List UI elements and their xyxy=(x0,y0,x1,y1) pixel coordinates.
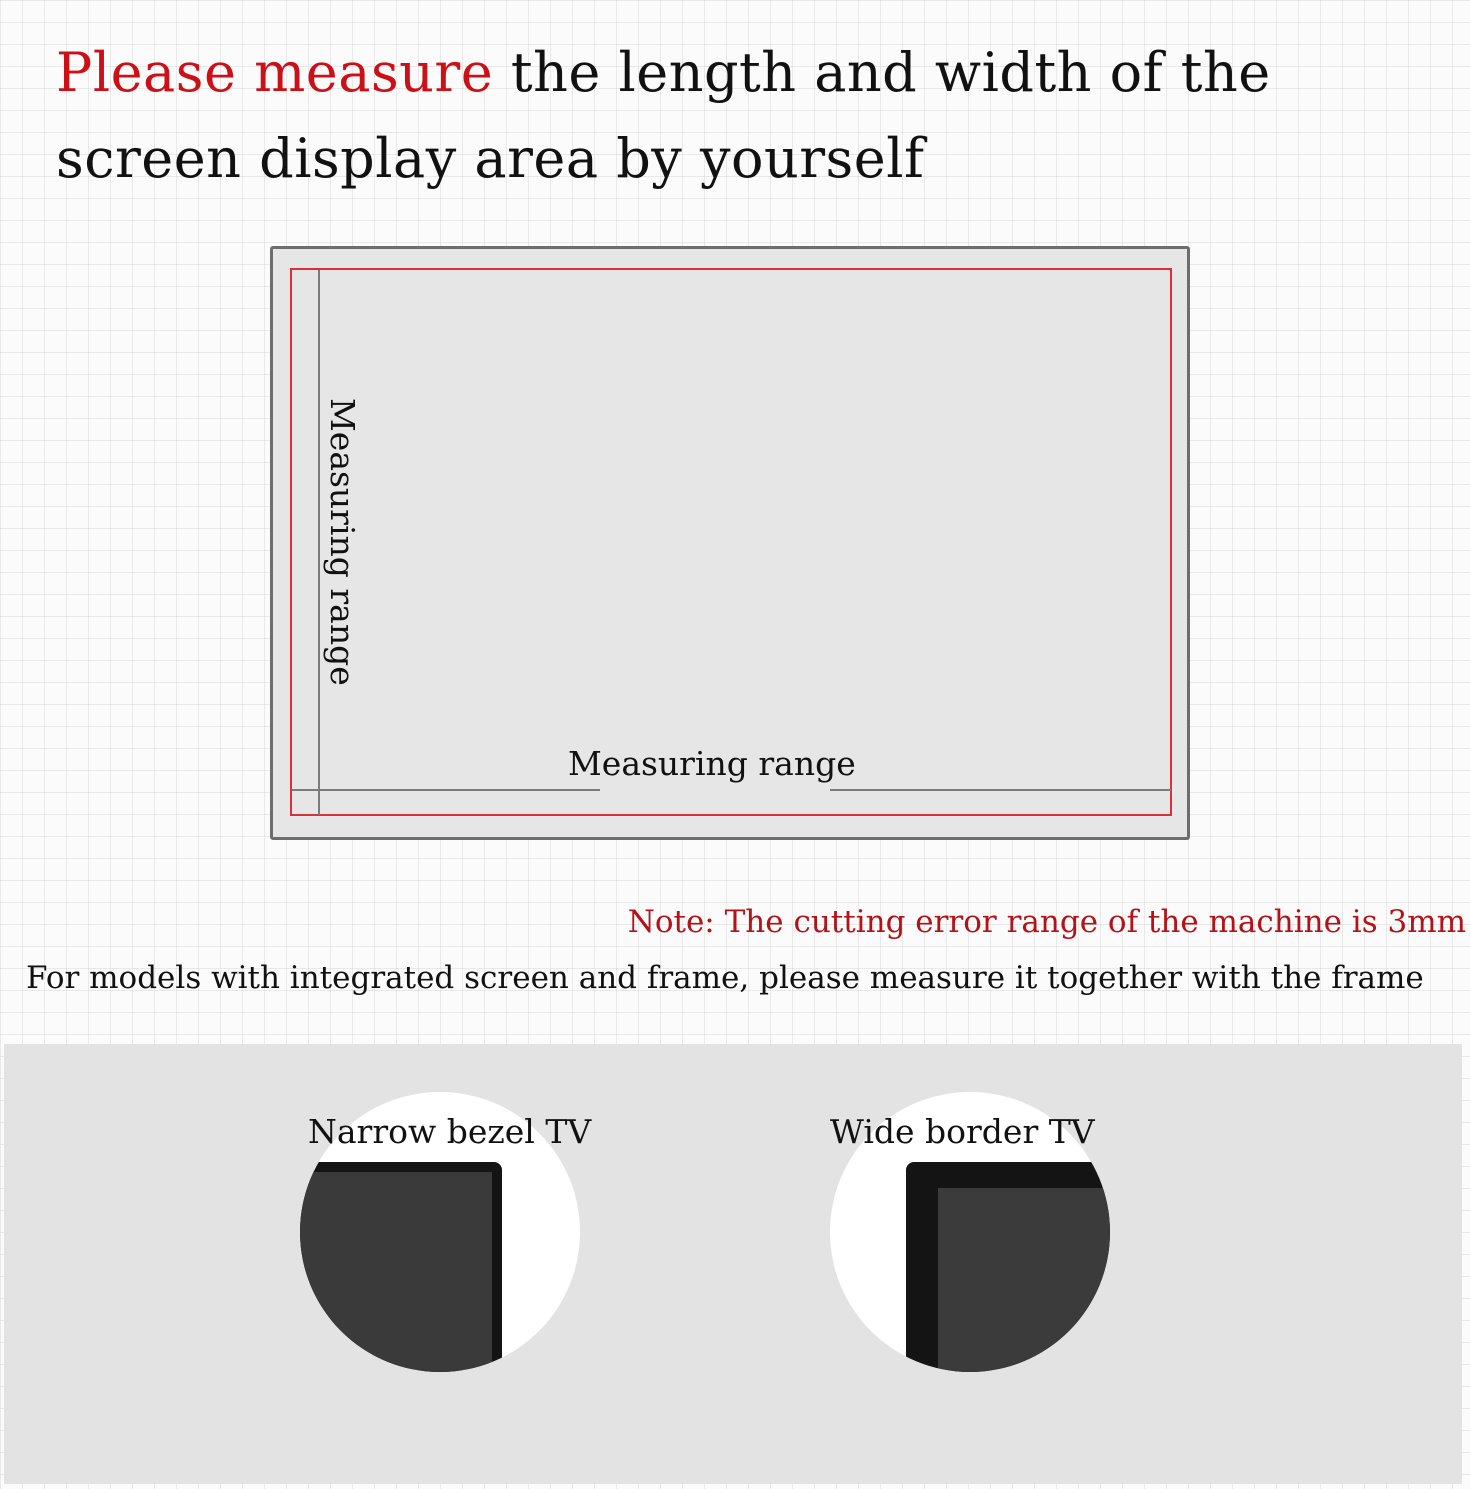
measure-line-gap xyxy=(600,785,830,795)
integrated-frame-instruction: For models with integrated screen and frame, please measure it together with the frame xyxy=(26,960,1424,996)
cutting-error-note: Note: The cutting error range of the machine is 3mm xyxy=(627,904,1466,940)
wide-border-frame xyxy=(906,1162,1110,1372)
narrow-bezel-frame xyxy=(300,1162,502,1372)
narrow-bezel-screen xyxy=(300,1172,492,1372)
wide-border-screen xyxy=(938,1188,1110,1372)
narrow-bezel-label: Narrow bezel TV xyxy=(308,1112,592,1151)
vertical-measuring-range-label: Measuring range xyxy=(323,398,362,686)
headline-rest: the length and width of the screen display area by yourself xyxy=(56,41,1271,190)
wide-border-label: Wide border TV xyxy=(830,1112,1095,1151)
horizontal-measuring-range-label: Measuring range xyxy=(566,742,858,786)
vertical-measure-line xyxy=(318,270,320,815)
headline-highlight: Please measure xyxy=(56,41,494,104)
tv-type-comparison-panel xyxy=(4,1044,1462,1484)
headline xyxy=(56,30,1456,202)
display-area-outline xyxy=(290,268,1172,816)
